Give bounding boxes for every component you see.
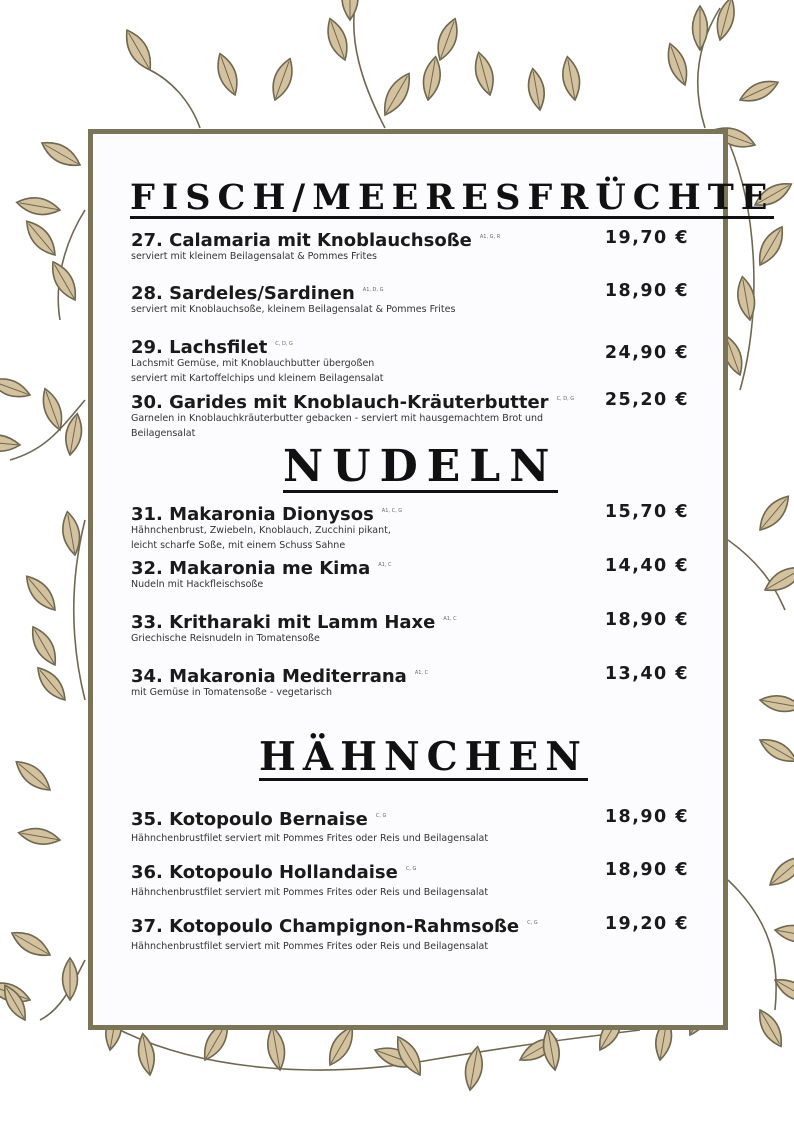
item-description: Hähnchenbrustfilet serviert mit Pommes Frites oder Reis und Beilagensalat (131, 887, 489, 898)
item-name: 31. Makaronia Dionysos $^{A1, C, G}$ (131, 504, 403, 525)
allergen-code: A1, D, G (362, 287, 384, 293)
item-price: 15,70 € (604, 502, 689, 522)
item-description: serviert mit Knoblauchsoße, kleinem Beilagensalat & Pommes Frites (131, 304, 456, 315)
item-price: 18,90 € (604, 281, 689, 301)
item-price: 13,40 € (604, 664, 689, 684)
leaf-icon (771, 974, 794, 1008)
section-heading-haehnchen: HÄHNCHEN (259, 734, 588, 780)
leaf-icon (737, 75, 781, 106)
item-price: 18,90 € (604, 860, 689, 880)
leaf-icon (63, 412, 85, 456)
allergen-code: A1, G, R (479, 234, 501, 240)
leaf-icon (378, 69, 417, 119)
leaf-icon (38, 136, 84, 172)
leaf-icon (663, 41, 692, 87)
item-price: 14,40 € (604, 556, 689, 576)
leaf-icon (761, 561, 794, 597)
item-name: 35. Kotopoulo Bernaise $^{C, G}$ (131, 809, 387, 830)
stem (354, 5, 385, 128)
leaf-icon (753, 223, 789, 269)
menu-item (131, 862, 691, 922)
stem (728, 880, 776, 1010)
section-heading-fisch: FISCH/MEERESFRÜCHTE (130, 177, 775, 218)
leaf-icon (212, 51, 242, 98)
item-description: Griechische Reisnudeln in Tomatensoße (131, 633, 320, 644)
leaf-icon (0, 374, 33, 402)
menu-item (131, 504, 691, 564)
item-description: mit Gemüse in Tomatensoße - vegetarisch (131, 687, 332, 698)
leaf-icon (559, 55, 582, 101)
leaf-icon (754, 1006, 788, 1050)
leaf-icon (0, 433, 21, 453)
allergen-code: C, G (527, 920, 538, 926)
item-name: 32. Makaronia me Kima $^{A1, C}$ (131, 558, 392, 579)
leaf-icon (540, 1027, 562, 1071)
leaf-icon (26, 623, 62, 669)
leaf-icon (21, 216, 62, 260)
leaf-icon (264, 1025, 287, 1071)
item-price: 18,90 € (604, 610, 689, 630)
stem (150, 70, 200, 128)
leaf-icon (8, 926, 54, 962)
allergen-code: C, G (375, 813, 387, 819)
menu-item (131, 337, 691, 397)
item-price: 19,20 € (604, 914, 689, 934)
menu-item (131, 392, 691, 452)
allergen-code: C, D, G (275, 341, 293, 347)
allergen-code: C, G (405, 866, 417, 872)
item-description: Hähnchenbrust, Zwiebeln, Knoblauch, Zucchini pikant, leicht scharfe Soße, mit einem Schuss Sahne (131, 525, 391, 551)
leaf-icon (432, 16, 462, 63)
menu-item (131, 612, 691, 672)
item-name: 30. Garides mit Knoblauch-Kräuterbutter $^{C, D, G}$ (131, 392, 575, 413)
leaf-icon (525, 67, 547, 111)
stem (58, 210, 85, 320)
item-description: serviert mit kleinem Beilagensalat & Pommes Frites (131, 251, 377, 262)
allergen-code: A1, C, G (381, 508, 403, 514)
leaf-icon (21, 571, 62, 615)
leaf-icon (756, 734, 794, 768)
item-name: 27. Calamaria mit Knoblauchsoße $^{A1, G, R}$ (131, 230, 501, 251)
leaf-icon (267, 56, 297, 103)
allergen-code: A1, C (414, 670, 429, 676)
section-heading-nudeln: NUDELN (283, 441, 559, 492)
item-price: 24,90 € (604, 343, 689, 363)
leaf-icon (11, 756, 55, 797)
item-description: Garnelen in Knoblauchkräuterbutter gebacken - serviert mit hausgemachtem Brot und Beilagensalat (131, 413, 544, 439)
leaf-icon (342, 0, 358, 20)
item-name: 34. Makaronia Mediterrana $^{A1, C}$ (131, 666, 429, 687)
item-name: 37. Kotopoulo Champignon-Rahmsoße $^{C, G}$ (131, 916, 538, 937)
item-name: 33. Kritharaki mit Lamm Haxe $^{A1, C}$ (131, 612, 457, 633)
leaf-icon (63, 958, 78, 1000)
leaf-icon (15, 194, 61, 217)
allergen-code: A1, C (443, 616, 457, 622)
leaf-icon (765, 851, 794, 892)
leaf-icon (713, 0, 739, 42)
item-description: Lachsmit Gemüse, mit Knoblauchbutter übergoßen serviert mit Kartoffelchips und kleinem Beilagensalat (131, 358, 384, 384)
leaf-icon (17, 825, 61, 847)
menu-item (131, 283, 691, 343)
item-price: 25,20 € (604, 390, 689, 410)
item-description: Hähnchenbrustfilet serviert mit Pommes Frites oder Reis und Beilagensalat (131, 941, 489, 952)
item-description: Hähnchenbrustfilet serviert mit Pommes Frites oder Reis und Beilagensalat (131, 833, 489, 844)
leaf-icon (759, 693, 794, 715)
item-price: 18,90 € (604, 807, 689, 827)
leaf-icon (471, 50, 498, 97)
leaf-icon (32, 663, 70, 705)
item-price: 19,70 € (604, 228, 689, 248)
allergen-code: C, D, G (556, 396, 575, 402)
leaf-icon (754, 491, 794, 535)
leaf-icon (46, 258, 82, 304)
leaf-icon (693, 6, 708, 50)
menu-item (131, 916, 691, 976)
leaf-icon (322, 16, 352, 63)
menu-item (131, 558, 691, 618)
leaf-icon (774, 922, 794, 945)
item-name: 29. Lachsfilet $^{C, D, G}$ (131, 337, 293, 358)
item-name: 36. Kotopoulo Hollandaise $^{C, G}$ (131, 862, 417, 883)
stem (40, 960, 85, 1020)
allergen-code: A1, C (378, 562, 392, 568)
leaf-icon (120, 26, 158, 74)
leaf-icon (420, 55, 443, 101)
item-description: Nudeln mit Hackfleischsoße (131, 579, 264, 590)
item-name: 28. Sardeles/Sardinen $^{A1, D, G}$ (131, 283, 384, 304)
menu-item (131, 666, 691, 726)
